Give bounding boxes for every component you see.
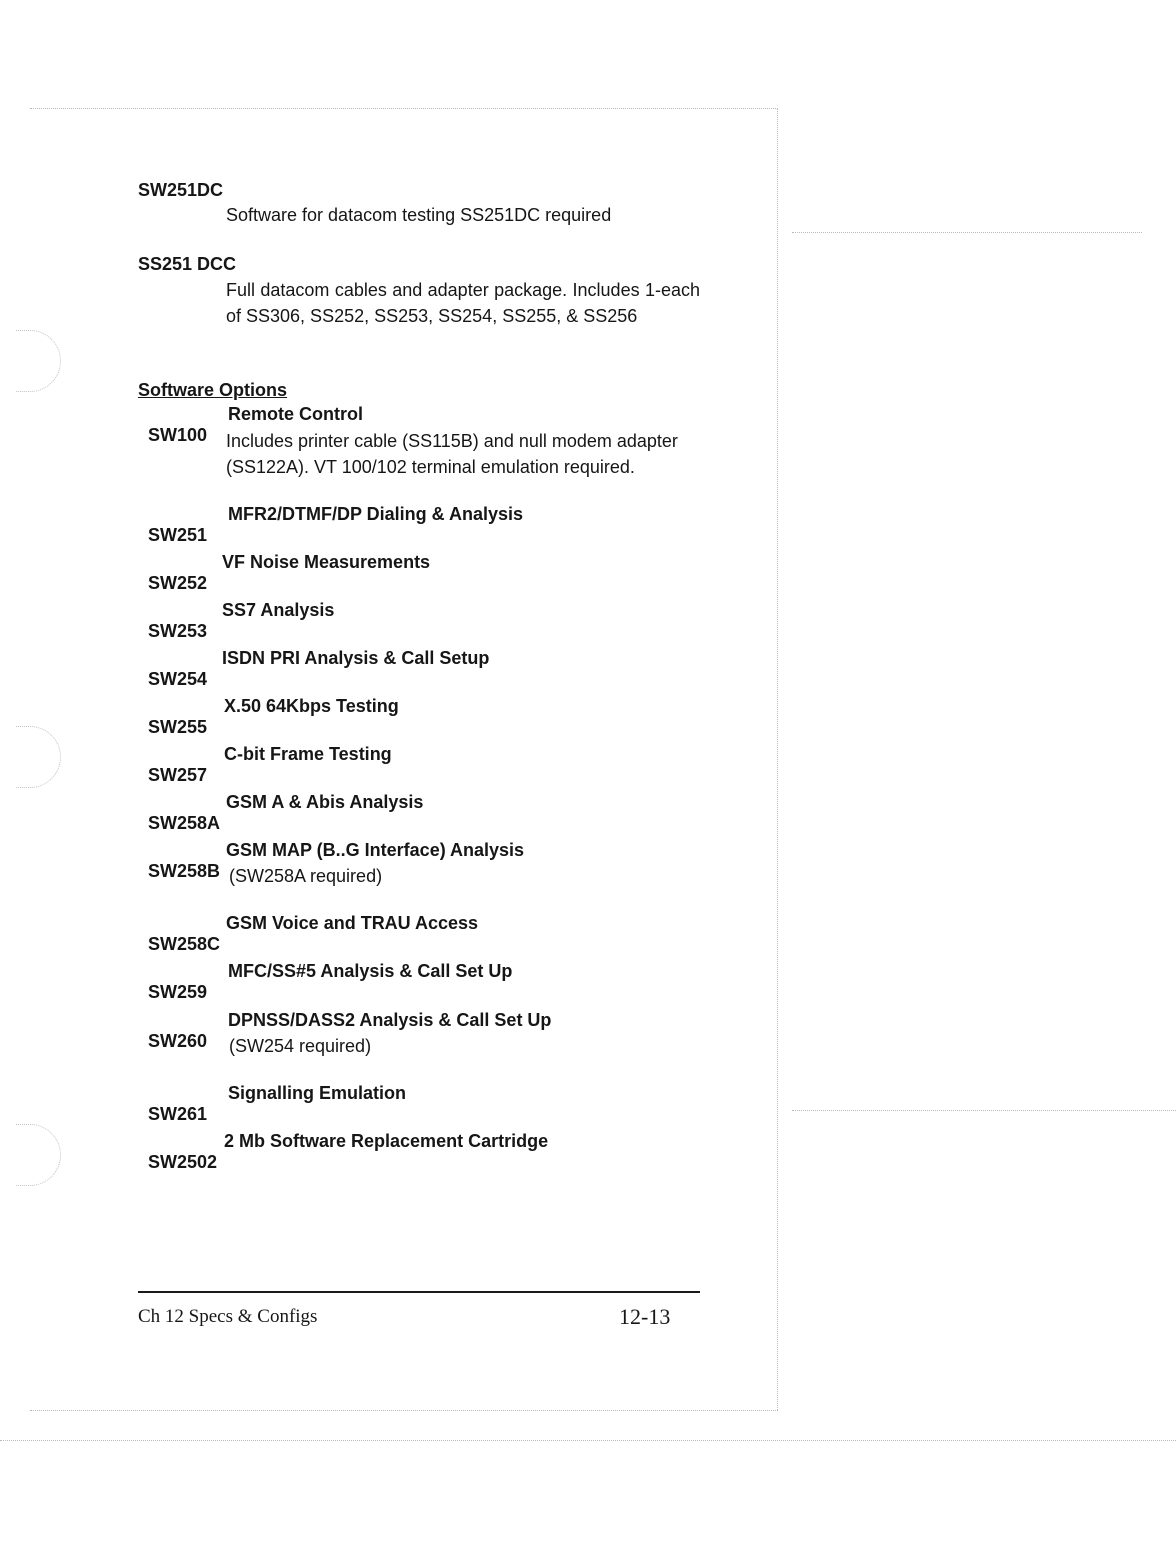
option-name: C-bit Frame Testing — [224, 744, 392, 764]
option-name: 2 Mb Software Replacement Cartridge — [224, 1131, 549, 1151]
option-name: X.50 64Kbps Testing — [224, 696, 399, 716]
option-code: SW257 — [148, 765, 208, 785]
binder-hole-middle — [16, 726, 61, 788]
option-code: SW251 — [148, 525, 208, 545]
option-code: SW258C — [148, 934, 221, 954]
page-number: 12-13 — [619, 1304, 671, 1329]
scan-edge-lower — [0, 1440, 1176, 1441]
option-name: GSM Voice and TRAU Access — [226, 913, 479, 933]
option-code: SW258B — [148, 861, 221, 881]
option-code: SW255 — [148, 717, 208, 737]
option-name: ISDN PRI Analysis & Call Setup — [222, 648, 490, 668]
option-note: (SW258A required) — [229, 866, 383, 886]
option-name: MFR2/DTMF/DP Dialing & Analysis — [228, 504, 524, 524]
option-name: MFC/SS#5 Analysis & Call Set Up — [228, 961, 513, 981]
entry-code: SS251 DCC — [138, 254, 237, 274]
option-row — [138, 404, 363, 467]
section-heading: Software Options — [138, 380, 288, 400]
option-name: Signalling Emulation — [228, 1083, 407, 1103]
option-code: SW259 — [148, 982, 208, 1002]
option-name: SS7 Analysis — [222, 600, 335, 620]
option-code: SW254 — [148, 669, 208, 689]
footer-rule — [138, 1291, 700, 1293]
scan-edge-right-upper — [792, 232, 1142, 233]
scan-edge-right-lower — [792, 1110, 1176, 1111]
option-code: SW2502 — [148, 1152, 218, 1172]
option-code: SW253 — [148, 621, 208, 641]
entry-description: Full datacom cables and adapter package. Includes 1-each of SS306, SS252, SS253, SS254, SS255, & SS256 — [226, 280, 700, 326]
scan-border-bottom — [30, 1410, 778, 1411]
binder-hole-bottom — [16, 1124, 61, 1186]
binder-hole-top — [16, 330, 61, 392]
option-note: Includes printer cable (SS115B) and null modem adapter (SS122A). VT 100/102 terminal emulation required. — [226, 431, 678, 477]
option-code: SW258A — [148, 813, 221, 833]
footer-chapter: Ch 12 Specs & Configs — [138, 1306, 318, 1327]
option-name: GSM MAP (B..G Interface) Analysis — [226, 840, 525, 860]
option-row — [138, 1131, 549, 1194]
scan-border-top — [30, 108, 778, 109]
entry-code: SW251DC — [138, 180, 224, 200]
scan-border-right — [777, 108, 778, 1410]
option-name: GSM A & Abis Analysis — [226, 792, 424, 812]
option-note: (SW254 required) — [229, 1036, 372, 1056]
option-code: SW260 — [148, 1031, 208, 1051]
option-name: VF Noise Measurements — [222, 552, 431, 572]
option-code: SW252 — [148, 573, 208, 593]
entry-description: Software for datacom testing SS251DC required — [226, 205, 612, 225]
option-code: SW100 — [148, 425, 208, 445]
option-name: Remote Control — [228, 404, 363, 424]
option-code: SW261 — [148, 1104, 208, 1124]
option-name: DPNSS/DASS2 Analysis & Call Set Up — [228, 1010, 552, 1030]
